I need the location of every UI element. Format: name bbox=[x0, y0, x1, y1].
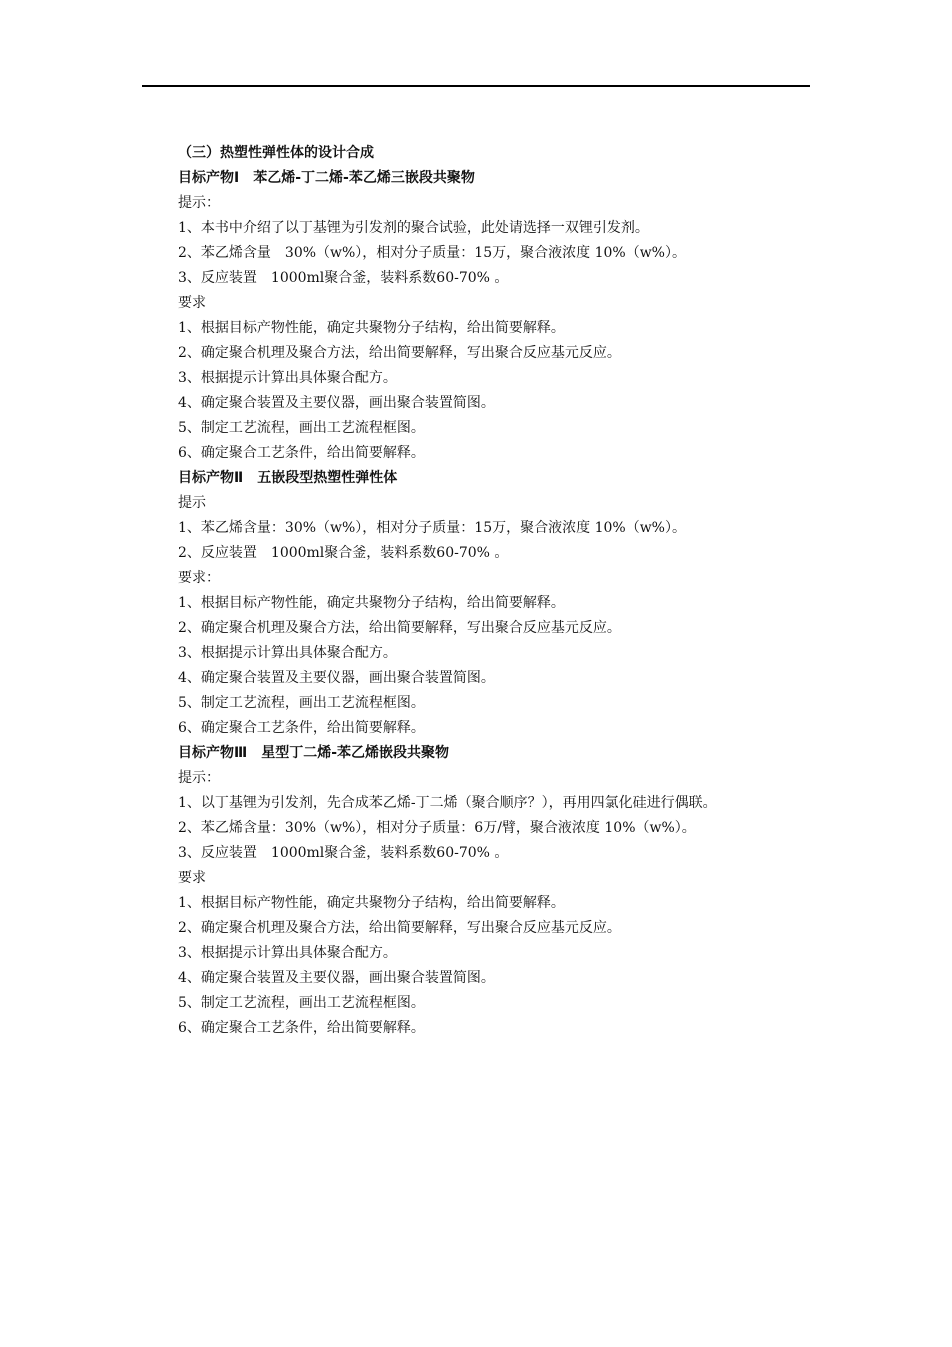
product-title: 目标产物Ⅱ 五嵌段型热塑性弹性体 bbox=[178, 470, 398, 486]
requirement-item: 5、制定工艺流程，画出工艺流程框图。 bbox=[178, 995, 425, 1011]
requirement-item: 4、确定聚合装置及主要仪器，画出聚合装置简图。 bbox=[178, 670, 495, 686]
hint-item: 3、反应装置 1000ml聚合釜，装料系数60-70% 。 bbox=[178, 845, 509, 861]
hint-item: 3、反应装置 1000ml聚合釜，装料系数60-70% 。 bbox=[178, 270, 509, 286]
hint-label: 提示： bbox=[178, 770, 220, 786]
requirement-item: 2、确定聚合机理及聚合方法，给出简要解释，写出聚合反应基元反应。 bbox=[178, 920, 621, 936]
requirement-item: 2、确定聚合机理及聚合方法，给出简要解释，写出聚合反应基元反应。 bbox=[178, 345, 621, 361]
hint-item: 2、反应装置 1000ml聚合釜，装料系数60-70% 。 bbox=[178, 545, 509, 561]
hint-item: 1、本书中介绍了以丁基锂为引发剂的聚合试验，此处请选择一双锂引发剂。 bbox=[178, 220, 649, 236]
requirement-item: 1、根据目标产物性能，确定共聚物分子结构，给出简要解释。 bbox=[178, 595, 565, 611]
hint-label: 提示 bbox=[178, 495, 206, 511]
requirements-label: 要求： bbox=[178, 570, 220, 586]
requirements-label: 要求 bbox=[178, 870, 206, 886]
requirement-item: 3、根据提示计算出具体聚合配方。 bbox=[178, 645, 397, 661]
hint-item: 1、以丁基锂为引发剂，先合成苯乙烯-丁二烯（聚合顺序？），再用四氯化硅进行偶联。 bbox=[178, 795, 717, 811]
requirement-item: 3、根据提示计算出具体聚合配方。 bbox=[178, 945, 397, 961]
requirement-item: 6、确定聚合工艺条件，给出简要解释。 bbox=[178, 720, 425, 736]
requirement-item: 5、制定工艺流程，画出工艺流程框图。 bbox=[178, 695, 425, 711]
requirement-item: 4、确定聚合装置及主要仪器，画出聚合装置简图。 bbox=[178, 395, 495, 411]
product-title: 目标产物Ⅲ 星型丁二烯-苯乙烯嵌段共聚物 bbox=[178, 745, 450, 761]
requirements-label: 要求 bbox=[178, 295, 206, 311]
requirement-item: 1、根据目标产物性能，确定共聚物分子结构，给出简要解释。 bbox=[178, 320, 565, 336]
requirement-item: 3、根据提示计算出具体聚合配方。 bbox=[178, 370, 397, 386]
requirement-item: 6、确定聚合工艺条件，给出简要解释。 bbox=[178, 445, 425, 461]
requirement-item: 5、制定工艺流程，画出工艺流程框图。 bbox=[178, 420, 425, 436]
requirement-item: 6、确定聚合工艺条件，给出简要解释。 bbox=[178, 1020, 425, 1036]
product-title: 目标产物Ⅰ 苯乙烯-丁二烯-苯乙烯三嵌段共聚物 bbox=[178, 170, 475, 186]
hint-item: 2、苯乙烯含量 30%（w%），相对分子质量：15万，聚合液浓度 10%（w%）。 bbox=[178, 245, 686, 261]
section-title: （三）热塑性弹性体的设计合成 bbox=[178, 145, 374, 161]
hint-label: 提示： bbox=[178, 195, 220, 211]
document-body bbox=[178, 141, 858, 1041]
hint-item: 2、苯乙烯含量：30%（w%），相对分子质量：6万/臂，聚合液浓度 10%（w%）。 bbox=[178, 820, 696, 836]
requirement-item: 2、确定聚合机理及聚合方法，给出简要解释，写出聚合反应基元反应。 bbox=[178, 620, 621, 636]
requirement-item: 4、确定聚合装置及主要仪器，画出聚合装置简图。 bbox=[178, 970, 495, 986]
requirement-item: 1、根据目标产物性能，确定共聚物分子结构，给出简要解释。 bbox=[178, 895, 565, 911]
header-rule bbox=[142, 85, 810, 87]
hint-item: 1、苯乙烯含量：30%（w%），相对分子质量：15万，聚合液浓度 10%（w%）。 bbox=[178, 520, 686, 536]
